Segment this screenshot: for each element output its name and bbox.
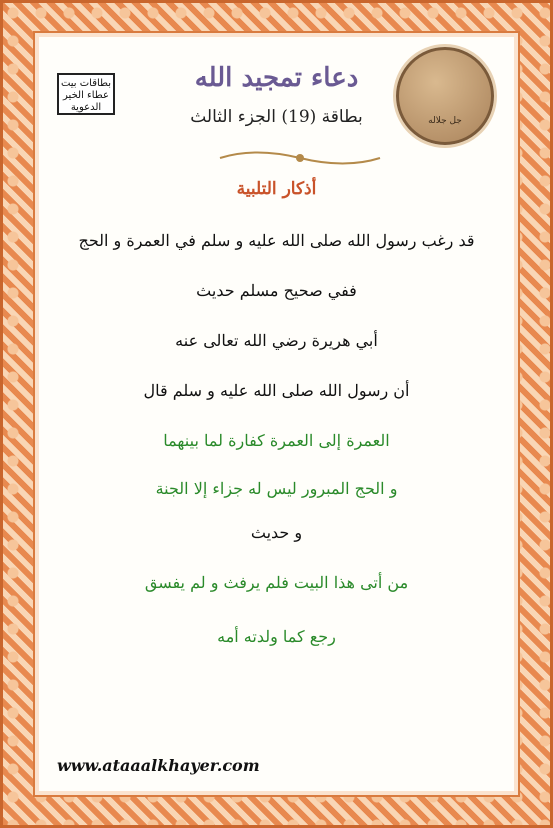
text-line: أبي هريرة رضي الله تعالى عنه — [175, 331, 378, 350]
text-line: أن رسول الله صلى الله عليه و سلم قال — [143, 381, 410, 400]
publisher-logo: بطاقات بيت عطاء الخير الدعوية — [57, 73, 115, 115]
hadith-line: رجع كما ولدته أمه — [217, 627, 336, 646]
section-title: أذكار التلبية — [236, 179, 317, 199]
seal-caption: جل جلاله — [428, 116, 462, 126]
allah-seal-medallion — [396, 47, 494, 145]
text-line: و حديث — [250, 523, 303, 542]
hadith-line: من أتى هذا البيت فلم يرفث و لم يفسق — [144, 573, 409, 592]
text-line: ففي صحيح مسلم حديث — [196, 281, 357, 300]
card-inner-panel — [33, 31, 520, 797]
website-link[interactable]: www.ataaalkhayer.com — [57, 756, 260, 775]
ornament-divider-icon — [215, 147, 385, 169]
text-line: قد رغب رسول الله صلى الله عليه و سلم في العمرة و الحج — [78, 231, 475, 250]
hadith-line: و الحج المبرور ليس له جزاء إلا الجنة — [155, 479, 398, 498]
card-subtitle: بطاقة (19) الجزء الثالث — [190, 107, 363, 127]
card-title: دعاء تمجيد الله — [194, 63, 359, 93]
hadith-line: العمرة إلى العمرة كفارة لما بينهما — [163, 431, 390, 450]
